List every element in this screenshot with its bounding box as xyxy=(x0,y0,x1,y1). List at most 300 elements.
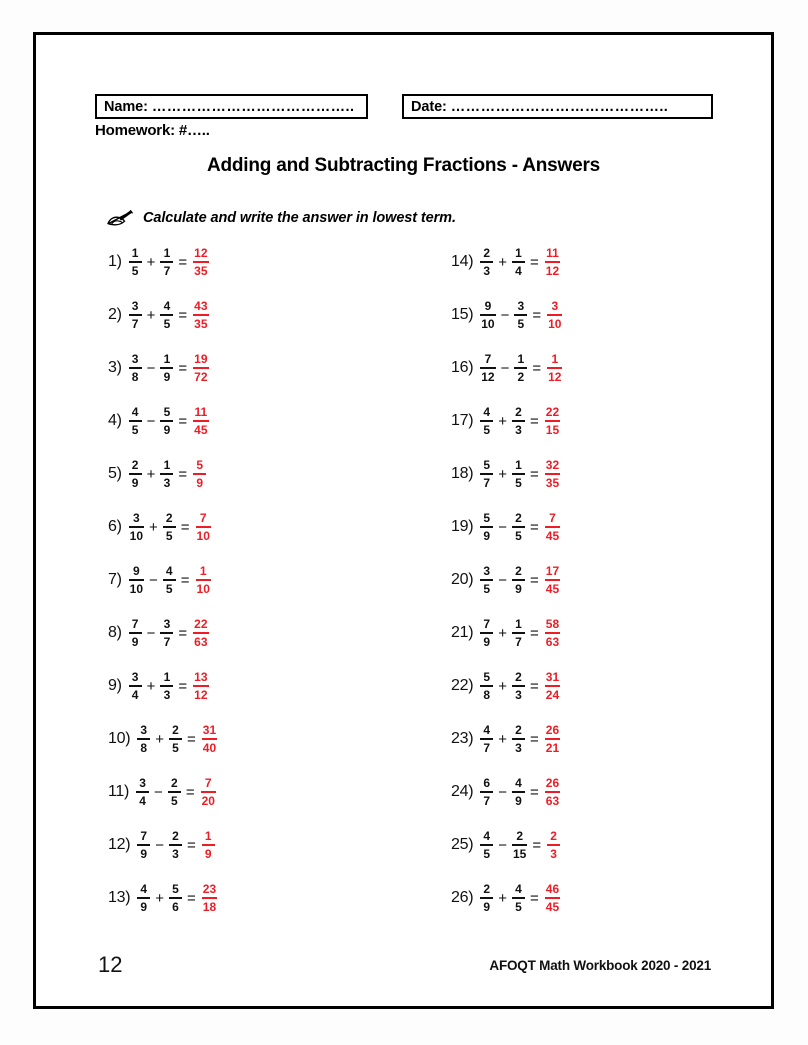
operand-a-fraction xyxy=(480,353,495,384)
operand-b-numerator: 2 xyxy=(515,510,522,525)
operand-b-fraction xyxy=(514,300,527,331)
problem-item xyxy=(451,505,561,549)
equals-sign: = xyxy=(532,306,542,324)
fraction-bar xyxy=(514,314,527,316)
operand-a-numerator: 5 xyxy=(483,510,491,525)
equals-sign: = xyxy=(530,730,539,748)
problem-number: 10) xyxy=(108,730,131,747)
operand-b-numerator: 2 xyxy=(170,775,178,790)
operand-b-fraction xyxy=(512,512,525,543)
equals-sign: = xyxy=(187,836,196,854)
operand-b-numerator: 5 xyxy=(172,881,179,896)
operand-b-numerator: 2 xyxy=(165,510,173,525)
fraction-bar xyxy=(480,738,493,740)
fraction-bar xyxy=(545,897,560,899)
operand-a-numerator: 3 xyxy=(140,722,148,737)
operand-a-fraction xyxy=(129,406,142,437)
fraction-bar xyxy=(169,844,182,846)
operand-a-fraction xyxy=(480,459,493,490)
answer-numerator: 11 xyxy=(546,245,559,260)
fraction-bar xyxy=(202,897,217,899)
fraction-bar xyxy=(480,420,493,422)
fraction-bar xyxy=(512,738,525,740)
operand-a-numerator: 3 xyxy=(483,563,491,578)
answer-numerator: 31 xyxy=(545,669,560,684)
operand-b-fraction xyxy=(163,565,176,596)
equation xyxy=(136,883,218,914)
operand-b-numerator: 2 xyxy=(515,563,522,578)
operator: − xyxy=(146,412,156,430)
answer-denominator: 63 xyxy=(545,793,560,808)
operand-b-denominator: 5 xyxy=(515,528,522,543)
problem-item xyxy=(108,717,218,761)
equals-sign: = xyxy=(178,306,188,324)
answer-fraction xyxy=(545,406,560,437)
fraction-bar xyxy=(512,473,525,475)
equation xyxy=(479,353,563,384)
fraction-bar xyxy=(512,420,525,422)
fraction-bar xyxy=(547,314,562,316)
fraction-bar xyxy=(545,685,560,687)
answer-numerator: 58 xyxy=(545,616,560,631)
problem-item xyxy=(108,505,212,549)
operand-a-numerator: 7 xyxy=(131,616,139,631)
equation xyxy=(479,247,561,278)
problem-number: 22) xyxy=(451,677,474,694)
operator: + xyxy=(498,677,507,695)
fraction-bar xyxy=(163,526,176,528)
fraction-bar xyxy=(196,526,211,528)
fraction-bar xyxy=(545,791,560,793)
operand-a-numerator: 2 xyxy=(483,245,491,260)
operand-a-denominator: 5 xyxy=(483,581,491,596)
fraction-bar xyxy=(193,632,208,634)
operand-b-fraction xyxy=(512,565,525,596)
operand-a-numerator: 3 xyxy=(131,298,139,313)
fraction-bar xyxy=(512,579,525,581)
answer-numerator: 22 xyxy=(194,616,208,631)
fraction-bar xyxy=(545,632,560,634)
equals-sign: = xyxy=(530,889,539,907)
operator: − xyxy=(498,836,507,854)
answer-fraction xyxy=(193,459,206,490)
operand-a-fraction xyxy=(480,406,493,437)
operand-b-fraction xyxy=(512,671,525,702)
problem-number: 14) xyxy=(451,253,474,270)
operand-a-denominator: 10 xyxy=(129,528,143,543)
operand-b-fraction xyxy=(169,724,182,755)
equation xyxy=(479,406,561,437)
answer-numerator: 43 xyxy=(194,298,208,313)
operand-b-numerator: 1 xyxy=(163,245,171,260)
answer-fraction xyxy=(545,671,560,702)
operand-b-denominator: 2 xyxy=(517,369,525,384)
equals-sign: = xyxy=(530,783,539,801)
problem-item xyxy=(108,664,210,708)
operand-b-denominator: 5 xyxy=(165,581,173,596)
equals-sign: = xyxy=(178,253,188,271)
operand-b-denominator: 7 xyxy=(163,263,171,278)
problem-item xyxy=(108,293,210,337)
equation xyxy=(479,777,561,808)
fraction-bar xyxy=(136,791,149,793)
answer-numerator: 5 xyxy=(196,457,204,472)
operand-a-fraction xyxy=(129,671,142,702)
operand-a-fraction xyxy=(137,830,150,861)
operand-b-fraction xyxy=(512,883,525,914)
answer-numerator: 46 xyxy=(545,881,560,896)
operator: + xyxy=(146,465,156,483)
answer-denominator: 10 xyxy=(196,528,210,543)
operand-a-fraction xyxy=(129,459,142,490)
instruction-row xyxy=(106,207,456,229)
fraction-bar xyxy=(512,844,527,846)
equals-sign: = xyxy=(178,677,188,695)
equation xyxy=(128,512,212,543)
answer-denominator: 12 xyxy=(194,687,208,702)
operand-a-denominator: 10 xyxy=(481,316,495,331)
fraction-bar xyxy=(512,685,525,687)
answer-denominator: 63 xyxy=(194,634,208,649)
fraction-bar xyxy=(129,314,142,316)
answer-denominator: 45 xyxy=(545,899,560,914)
answer-denominator: 21 xyxy=(545,740,560,755)
operand-b-denominator: 5 xyxy=(517,316,525,331)
answer-numerator: 1 xyxy=(199,563,207,578)
fraction-bar xyxy=(163,579,176,581)
equation xyxy=(128,459,208,490)
problem-item xyxy=(451,876,561,920)
answer-denominator: 3 xyxy=(550,846,557,861)
problems-column-left xyxy=(108,240,438,920)
problem-item xyxy=(108,346,210,390)
answer-fraction xyxy=(547,300,562,331)
equation xyxy=(479,830,561,861)
problem-number: 2) xyxy=(108,306,122,323)
fraction-bar xyxy=(201,791,216,793)
operand-a-fraction xyxy=(480,565,493,596)
operand-b-numerator: 1 xyxy=(515,457,522,472)
fraction-bar xyxy=(512,791,525,793)
operator: + xyxy=(146,677,156,695)
answer-fraction xyxy=(193,353,208,384)
equation xyxy=(136,724,218,755)
operator: − xyxy=(498,518,507,536)
fraction-bar xyxy=(480,314,495,316)
operator: + xyxy=(155,730,164,748)
answer-numerator: 12 xyxy=(194,245,208,260)
operand-b-denominator: 6 xyxy=(172,899,179,914)
fraction-bar xyxy=(129,685,142,687)
operand-a-denominator: 9 xyxy=(131,634,139,649)
fraction-bar xyxy=(547,367,562,369)
problem-number: 6) xyxy=(108,518,122,535)
operand-b-denominator: 3 xyxy=(515,422,522,437)
operand-b-denominator: 3 xyxy=(163,475,171,490)
fraction-bar xyxy=(193,420,208,422)
answer-fraction xyxy=(202,724,217,755)
operand-a-fraction xyxy=(129,353,142,384)
operand-b-fraction xyxy=(512,777,525,808)
operand-a-numerator: 6 xyxy=(483,775,491,790)
answer-fraction xyxy=(545,459,560,490)
answer-fraction xyxy=(193,300,208,331)
operand-b-denominator: 5 xyxy=(170,793,178,808)
operand-a-denominator: 9 xyxy=(140,899,148,914)
operator: + xyxy=(498,465,507,483)
problem-number: 1) xyxy=(108,253,122,270)
fraction-bar xyxy=(480,579,493,581)
operator: − xyxy=(500,359,510,377)
fraction-bar xyxy=(169,738,182,740)
operand-a-fraction xyxy=(480,618,493,649)
answer-fraction xyxy=(545,618,560,649)
answer-denominator: 9 xyxy=(204,846,212,861)
operand-b-numerator: 2 xyxy=(515,722,522,737)
operand-b-fraction xyxy=(169,883,182,914)
answer-denominator: 12 xyxy=(545,263,560,278)
operand-b-denominator: 9 xyxy=(163,422,171,437)
operand-a-numerator: 4 xyxy=(140,881,148,896)
equals-sign: = xyxy=(178,624,188,642)
operand-a-denominator: 3 xyxy=(483,263,491,278)
date-dotted-line: …………………………………….. xyxy=(450,98,669,115)
problem-item xyxy=(451,240,561,284)
answer-denominator: 35 xyxy=(194,263,208,278)
problem-number: 25) xyxy=(451,836,474,853)
answer-fraction xyxy=(545,512,560,543)
problem-number: 17) xyxy=(451,412,474,429)
answer-numerator: 32 xyxy=(545,457,560,472)
operand-b-denominator: 4 xyxy=(515,263,522,278)
fraction-bar xyxy=(137,897,150,899)
equals-sign: = xyxy=(530,465,539,483)
fraction-bar xyxy=(512,261,525,263)
operand-b-denominator: 7 xyxy=(515,634,522,649)
equation xyxy=(136,830,216,861)
operand-b-denominator: 9 xyxy=(515,793,522,808)
operand-b-fraction xyxy=(512,724,525,755)
operand-a-denominator: 7 xyxy=(131,316,139,331)
operand-a-numerator: 5 xyxy=(483,669,491,684)
answer-fraction xyxy=(193,406,208,437)
answer-numerator: 17 xyxy=(545,563,560,578)
operand-a-fraction xyxy=(137,883,150,914)
operand-b-denominator: 5 xyxy=(172,740,179,755)
problem-item xyxy=(451,611,561,655)
operand-b-numerator: 1 xyxy=(517,351,525,366)
answer-fraction xyxy=(545,883,560,914)
answer-denominator: 24 xyxy=(545,687,560,702)
answer-fraction xyxy=(545,777,560,808)
answer-denominator: 40 xyxy=(202,740,217,755)
equals-sign: = xyxy=(530,518,539,536)
operator: − xyxy=(498,783,507,801)
operator: − xyxy=(146,359,156,377)
answer-fraction xyxy=(193,671,208,702)
problem-number: 24) xyxy=(451,783,474,800)
operand-a-denominator: 8 xyxy=(140,740,148,755)
operand-b-fraction xyxy=(512,406,525,437)
operand-b-numerator: 3 xyxy=(517,298,525,313)
problem-item xyxy=(451,293,563,337)
operand-a-numerator: 2 xyxy=(483,881,491,896)
name-dotted-line: ………………………………….. xyxy=(151,98,355,115)
answer-denominator: 72 xyxy=(194,369,208,384)
operand-b-fraction xyxy=(512,618,525,649)
operand-a-denominator: 9 xyxy=(131,475,139,490)
problem-number: 7) xyxy=(108,571,122,588)
equals-sign: = xyxy=(178,412,188,430)
operand-a-numerator: 3 xyxy=(131,669,139,684)
operand-a-numerator: 3 xyxy=(139,775,146,790)
fraction-bar xyxy=(129,420,142,422)
fraction-bar xyxy=(193,685,208,687)
fraction-bar xyxy=(160,420,173,422)
operand-b-fraction xyxy=(160,459,173,490)
page-title: Adding and Subtracting Fractions - Answers xyxy=(206,155,601,176)
equation xyxy=(128,565,212,596)
fraction-bar xyxy=(160,473,173,475)
operand-b-denominator: 5 xyxy=(165,528,173,543)
problem-number: 21) xyxy=(451,624,474,641)
fraction-bar xyxy=(193,261,208,263)
fraction-bar xyxy=(512,526,525,528)
operand-a-denominator: 9 xyxy=(140,846,148,861)
operand-a-denominator: 8 xyxy=(483,687,491,702)
fraction-bar xyxy=(480,897,493,899)
operand-b-fraction xyxy=(514,353,527,384)
problem-item xyxy=(108,399,210,443)
operand-b-denominator: 5 xyxy=(515,475,522,490)
fraction-bar xyxy=(480,473,493,475)
problem-item xyxy=(451,558,561,602)
fraction-bar xyxy=(169,897,182,899)
operand-a-numerator: 4 xyxy=(483,722,491,737)
fraction-bar xyxy=(202,738,217,740)
operand-a-fraction xyxy=(480,671,493,702)
operand-b-denominator: 9 xyxy=(515,581,522,596)
operand-a-denominator: 9 xyxy=(483,528,491,543)
operand-a-denominator: 7 xyxy=(483,475,491,490)
problems-column-right xyxy=(451,240,781,920)
problem-item xyxy=(451,452,561,496)
equation xyxy=(128,618,210,649)
equation xyxy=(128,406,210,437)
operand-a-fraction xyxy=(137,724,150,755)
equals-sign: = xyxy=(530,571,539,589)
worksheet-page xyxy=(33,32,774,1009)
operand-a-denominator: 9 xyxy=(483,899,491,914)
operand-b-denominator: 3 xyxy=(172,846,179,861)
operand-a-numerator: 2 xyxy=(131,457,139,472)
answer-denominator: 15 xyxy=(545,422,560,437)
operator: − xyxy=(149,571,158,589)
operand-a-denominator: 5 xyxy=(483,422,491,437)
footer-book-title: AFOQT Math Workbook 2020 - 2021 xyxy=(489,958,711,973)
operand-b-numerator: 2 xyxy=(515,404,522,419)
fraction-bar xyxy=(193,314,208,316)
operand-b-denominator: 3 xyxy=(163,687,171,702)
equals-sign: = xyxy=(530,624,539,642)
equation xyxy=(479,459,561,490)
operand-a-numerator: 7 xyxy=(483,616,491,631)
fraction-bar xyxy=(160,261,173,263)
problem-item xyxy=(108,770,217,814)
operand-a-numerator: 1 xyxy=(131,245,139,260)
operand-a-numerator: 3 xyxy=(131,351,139,366)
name-date-row xyxy=(95,94,713,119)
problem-item xyxy=(108,611,210,655)
answer-fraction xyxy=(545,565,560,596)
fraction-bar xyxy=(545,579,560,581)
operator: + xyxy=(498,730,507,748)
problem-number: 26) xyxy=(451,889,474,906)
fraction-bar xyxy=(547,844,560,846)
operand-a-numerator: 4 xyxy=(483,828,491,843)
operand-a-denominator: 7 xyxy=(483,793,491,808)
problem-number: 20) xyxy=(451,571,474,588)
answer-denominator: 10 xyxy=(548,316,562,331)
operand-a-denominator: 5 xyxy=(483,846,491,861)
answer-numerator: 1 xyxy=(204,828,212,843)
equation xyxy=(479,724,561,755)
answer-fraction xyxy=(196,565,211,596)
date-field[interactable] xyxy=(402,94,713,119)
operator: + xyxy=(146,253,156,271)
operand-a-fraction xyxy=(480,830,493,861)
operand-b-fraction xyxy=(512,459,525,490)
equation xyxy=(479,565,561,596)
problem-number: 23) xyxy=(451,730,474,747)
fraction-bar xyxy=(480,367,495,369)
fraction-bar xyxy=(160,314,173,316)
fraction-bar xyxy=(480,685,493,687)
equation xyxy=(128,300,210,331)
operand-a-fraction xyxy=(480,883,493,914)
fraction-bar xyxy=(137,844,150,846)
answer-fraction xyxy=(547,830,560,861)
operand-b-fraction xyxy=(160,353,173,384)
problem-number: 18) xyxy=(451,465,474,482)
operand-a-fraction xyxy=(480,724,493,755)
operand-b-fraction xyxy=(160,406,173,437)
answer-fraction xyxy=(193,247,208,278)
answer-denominator: 18 xyxy=(202,899,217,914)
equals-sign: = xyxy=(532,359,542,377)
problem-item xyxy=(108,240,210,284)
answer-denominator: 63 xyxy=(545,634,560,649)
answer-fraction xyxy=(545,247,560,278)
answer-denominator: 45 xyxy=(545,528,560,543)
equals-sign: = xyxy=(178,465,188,483)
operator: + xyxy=(498,412,507,430)
problem-item xyxy=(108,876,218,920)
answer-denominator: 10 xyxy=(196,581,210,596)
fraction-bar xyxy=(160,632,173,634)
answer-numerator: 26 xyxy=(545,775,560,790)
operand-b-denominator: 7 xyxy=(163,634,171,649)
name-field[interactable] xyxy=(95,94,368,119)
problem-item xyxy=(451,717,561,761)
operand-b-numerator: 2 xyxy=(172,722,179,737)
fraction-bar xyxy=(512,632,525,634)
equation xyxy=(128,353,210,384)
operator: + xyxy=(498,253,507,271)
operator: + xyxy=(146,306,156,324)
fraction-bar xyxy=(514,367,527,369)
answer-numerator: 7 xyxy=(204,775,212,790)
